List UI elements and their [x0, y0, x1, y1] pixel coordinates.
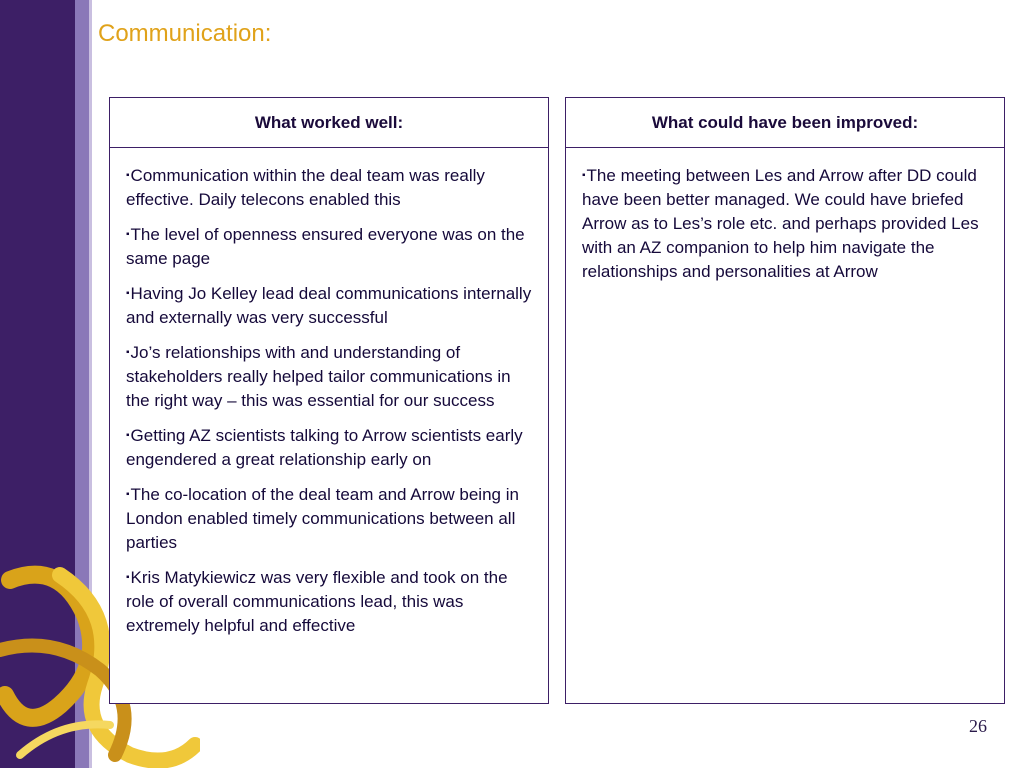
list-item: ▪The meeting between Les and Arrow after DD could have been better managed. We could have briefed Arrow as to Les’s role etc. and perhaps provided Les with an AZ companion to help him navigate the relationships and personalities at Arrow [582, 166, 979, 281]
list-item: ▪Communication within the deal team was really effective. Daily telecons enabled this [126, 166, 485, 209]
could-improve-panel [565, 97, 1005, 704]
bullet-icon: ▪ [126, 229, 130, 240]
bullet-icon: ▪ [126, 572, 130, 583]
worked-well-heading: What worked well: [110, 98, 548, 148]
bullet-icon: ▪ [126, 288, 130, 299]
could-improve-list [566, 148, 1004, 305]
bullet-icon: ▪ [126, 347, 130, 358]
bullet-icon: ▪ [126, 489, 130, 500]
list-item: ▪Having Jo Kelley lead deal communications internally and externally was very successful [126, 284, 532, 327]
slide-title: Communication: [98, 20, 272, 47]
could-improve-heading: What could have been improved: [566, 98, 1004, 148]
worked-well-list [110, 148, 548, 659]
bullet-icon: ▪ [582, 170, 586, 181]
list-item: ▪Getting AZ scientists talking to Arrow scientists early engendered a great relationship early on [126, 426, 523, 469]
list-item: ▪Kris Matykiewicz was very flexible and took on the role of overall communications lead, this was extremely helpful and effective [126, 568, 508, 635]
bullet-icon: ▪ [126, 170, 130, 181]
page-number: 26 [969, 716, 987, 736]
list-item: ▪Jo’s relationships with and understanding of stakeholders really helped tailor communications in the right way – this was essential for our success [126, 343, 511, 410]
list-item: ▪The co-location of the deal team and Arrow being in London enabled timely communications between all parties [126, 485, 519, 552]
bullet-icon: ▪ [126, 430, 130, 441]
list-item: ▪The level of openness ensured everyone was on the same page [126, 225, 525, 268]
worked-well-panel [109, 97, 549, 704]
